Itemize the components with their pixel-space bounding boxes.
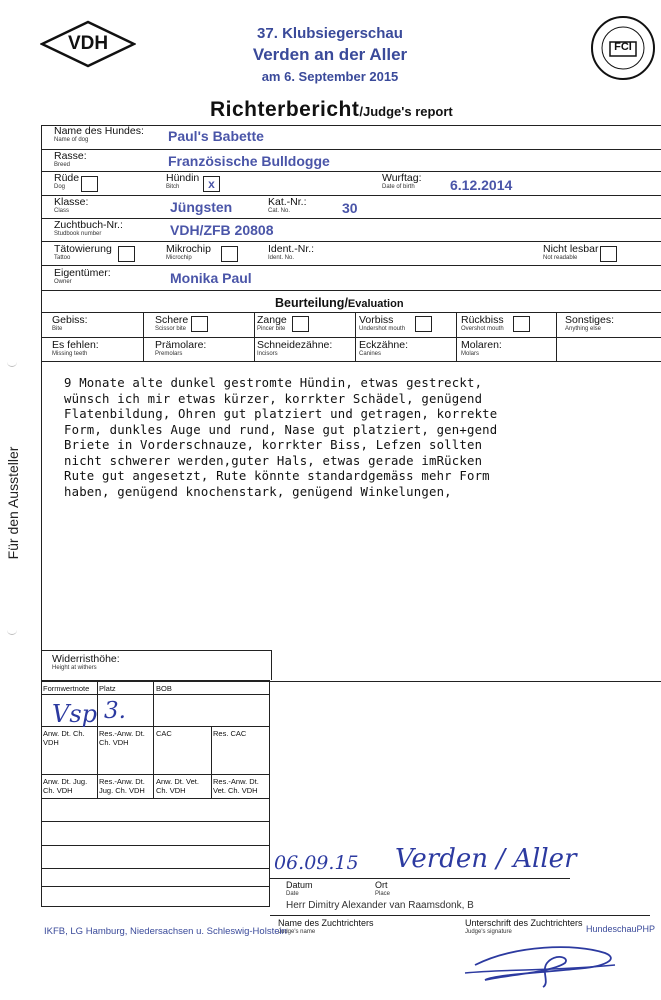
overshot-label: Rückbiss Overshot mouth bbox=[461, 314, 504, 332]
molars-label: Molaren: Molars bbox=[461, 339, 502, 357]
judge-signature bbox=[455, 935, 625, 990]
pincer-bite-label: Zange Pincer bite bbox=[257, 314, 287, 332]
fci-logo: FCI bbox=[590, 15, 656, 81]
male-label: Rüde Dog bbox=[54, 172, 80, 190]
show-title: 37. Klubsiegerschau bbox=[257, 25, 403, 42]
ident-label: Ident.-Nr.: Ident. No. bbox=[268, 243, 315, 261]
bite-label: Gebiss: Bite bbox=[52, 314, 88, 332]
incisors-label: Schneidezähne: Incisors bbox=[257, 339, 333, 357]
overshot-checkbox[interactable] bbox=[513, 316, 530, 332]
res-anw-vet-label: Res.-Anw. Dt. Vet. Ch. VDH bbox=[213, 777, 259, 795]
grade-header: Formwertnote bbox=[43, 684, 90, 693]
side-mark-bottom bbox=[7, 628, 17, 635]
canines-label: Eckzähne: Canines bbox=[359, 339, 409, 357]
judge-report-text: 9 Monate alte dunkel gestromte Hündin, etwas gestreckt, wünsch ich mir etwas kürzer, korrkter Schädel, genügend Flatenbildung, Ohren gut platziert und getragen, korrekte Form, dunkles Auge und rund, Nase gut platziert, gen+gend Briete in Vorderschnauze, korrkter Biss, Lefzen sollten nicht schwerer werden,guter Hals, etwas gerade imRücken Rute gut angesetzt, Rute könnte standardgemäss mehr Form haben, genügend knochenstark, genügend Winkelungen, bbox=[64, 376, 498, 499]
chip-label: Mikrochip Microchip bbox=[166, 243, 211, 261]
cac-label: CAC bbox=[156, 729, 172, 738]
class-value: Jüngsten bbox=[170, 199, 233, 215]
anw-jug-label: Anw. Dt. Jug. Ch. VDH bbox=[43, 777, 88, 795]
undershot-label: Vorbiss Undershot mouth bbox=[359, 314, 406, 332]
female-checkbox[interactable]: x bbox=[203, 176, 220, 192]
show-location: Verden an der Aller bbox=[252, 45, 408, 64]
anw-dt-ch-label: Anw. Dt. Ch. VDH bbox=[43, 729, 85, 747]
place-header: Platz bbox=[99, 684, 116, 693]
male-checkbox[interactable] bbox=[81, 176, 98, 192]
page-title: Richterbericht/Judge's report bbox=[210, 98, 453, 121]
catno-value: 30 bbox=[342, 200, 358, 216]
bob-header: BOB bbox=[156, 684, 172, 693]
name-label: Name des Hundes: Name of dog bbox=[54, 125, 144, 143]
dob-label: Wurftag: Date of birth bbox=[382, 172, 422, 190]
undershot-checkbox[interactable] bbox=[415, 316, 432, 332]
other-label: Sonstiges: Anything else bbox=[565, 314, 615, 332]
missing-teeth-label: Es fehlen: Missing teeth bbox=[52, 339, 99, 357]
evaluation-title: Beurteilung/Evaluation bbox=[275, 296, 404, 310]
res-cac-label: Res. CAC bbox=[213, 729, 247, 738]
place-value: 3. bbox=[104, 698, 126, 724]
dob-value: 6.12.2014 bbox=[450, 177, 513, 193]
catno-label: Kat.-Nr.: Cat. No. bbox=[268, 196, 307, 214]
res-anw-dt-ch-label: Res.-Anw. Dt. Ch. VDH bbox=[99, 729, 145, 747]
studbook-value: VDH/ZFB 20808 bbox=[170, 222, 274, 238]
scissor-bite-checkbox[interactable] bbox=[191, 316, 208, 332]
res-anw-jug-label: Res.-Anw. Dt. Jug. Ch. VDH bbox=[99, 777, 145, 795]
show-date: am 6. September 2015 bbox=[261, 69, 399, 84]
side-mark-top bbox=[7, 360, 17, 367]
breed-value: Französische Bulldogge bbox=[168, 153, 330, 169]
scissor-bite-label: Schere Scissor bite bbox=[155, 314, 189, 332]
date-value: 06.09.15 bbox=[274, 852, 359, 874]
signature-label: Unterschrift des Zuchtrichters Judge's signature bbox=[465, 918, 583, 935]
tattoo-label: Tätowierung Tattoo bbox=[54, 243, 112, 261]
chip-checkbox[interactable] bbox=[221, 246, 238, 262]
judge-name-value: Herr Dimitry Alexander van Raamsdonk, B bbox=[286, 900, 474, 911]
breed-label: Rasse: Breed bbox=[54, 150, 87, 168]
female-label: Hündin Bitch bbox=[166, 172, 200, 190]
side-label: Für den Aussteller bbox=[5, 446, 21, 560]
owner-label: Eigentümer: Owner bbox=[54, 267, 111, 285]
class-label: Klasse: Class bbox=[54, 196, 89, 214]
height-at-withers-label: Widerristhöhe: Height at withers bbox=[52, 653, 120, 671]
dog-name-value: Paul's Babette bbox=[168, 128, 264, 144]
studbook-label: Zuchtbuch-Nr.: Studbook number bbox=[54, 219, 123, 237]
judge-name-label: Name des Zuchtrichters Judge's name bbox=[278, 918, 374, 935]
premolars-label: Prämolare: Premolars bbox=[155, 339, 207, 357]
vdh-logo: VDH bbox=[40, 20, 136, 68]
date-label: Datum Date bbox=[286, 880, 313, 897]
owner-value: Monika Paul bbox=[170, 270, 252, 286]
place-value-handwritten: Verden / Aller bbox=[395, 844, 577, 874]
not-readable-checkbox[interactable] bbox=[600, 246, 617, 262]
footer-left: IKFB, LG Hamburg, Niedersachsen u. Schleswig-Holstein bbox=[44, 926, 287, 937]
place-label: Ort Place bbox=[375, 880, 391, 897]
tattoo-checkbox[interactable] bbox=[118, 246, 135, 262]
pincer-bite-checkbox[interactable] bbox=[292, 316, 309, 332]
not-readable-label: Nicht lesbar Not readable bbox=[543, 243, 599, 261]
grade-value: Vsp bbox=[52, 700, 98, 728]
footer-right: HundeschauPHP bbox=[586, 924, 656, 934]
anw-vet-label: Anw. Dt. Vet. Ch. VDH bbox=[156, 777, 199, 795]
